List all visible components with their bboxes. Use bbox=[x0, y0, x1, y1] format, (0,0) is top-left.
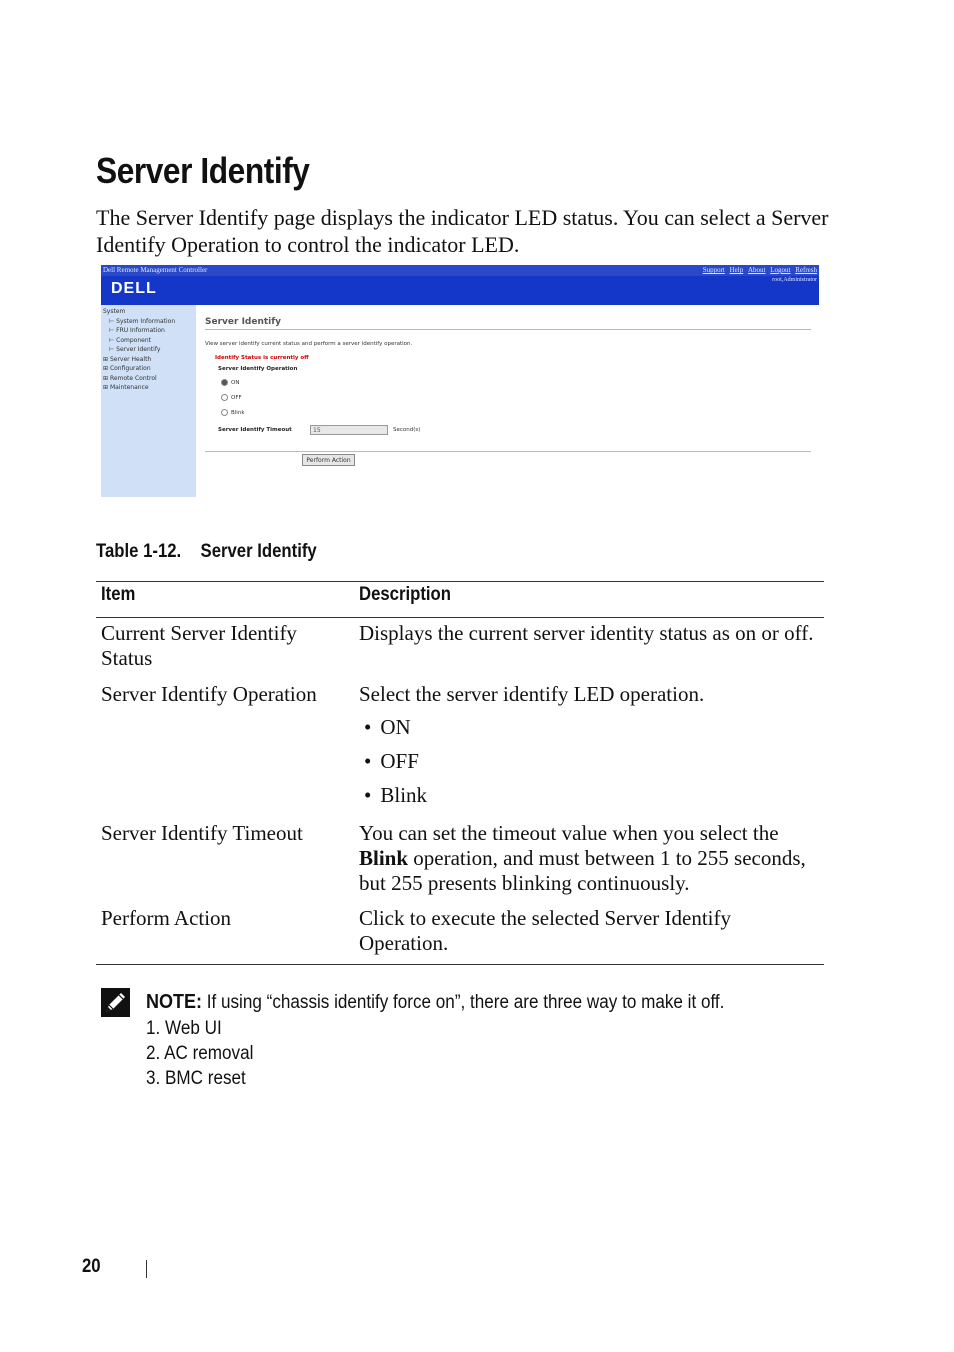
table-row-item: Current Server Identify Status bbox=[101, 621, 297, 670]
note-text: NOTE: If using “chassis identify force on”, there are three way to make it off. bbox=[146, 991, 725, 1013]
link-support[interactable]: Support bbox=[702, 266, 725, 274]
page-heading: Server Identify bbox=[96, 150, 310, 191]
table-row-description: Select the server identify LED operation. bbox=[359, 682, 705, 706]
footer-divider bbox=[146, 1260, 147, 1278]
tree-configuration[interactable]: ⊞ Configuration bbox=[103, 365, 151, 372]
link-help[interactable]: Help bbox=[729, 266, 744, 274]
timeout-unit: Second(s) bbox=[393, 427, 421, 433]
note-pencil-icon bbox=[101, 988, 130, 1017]
bullet-blink: • Blink bbox=[364, 783, 427, 808]
table-title: Server Identify bbox=[200, 541, 317, 562]
table-number: Table 1-12. bbox=[96, 541, 182, 562]
table-row-description: Displays the current server identity status as on or off. bbox=[359, 621, 814, 645]
dell-logo: DELL bbox=[111, 280, 157, 297]
list-item: 2. AC removal bbox=[146, 1043, 254, 1064]
table-row-description: Click to execute the selected Server Identify Operation. bbox=[359, 906, 732, 955]
list-item: 1. Web UI bbox=[146, 1018, 222, 1039]
tree-remote-control[interactable]: ⊞ Remote Control bbox=[103, 374, 157, 382]
radio-on-icon bbox=[221, 379, 228, 386]
identify-status: Identify Status is currently off bbox=[215, 355, 309, 361]
link-refresh[interactable]: Refresh bbox=[795, 266, 817, 274]
link-logout[interactable]: Logout bbox=[770, 266, 791, 274]
radio-off-icon bbox=[221, 394, 228, 401]
bullet-on: • ON bbox=[364, 715, 411, 740]
user-label: root,Administrator bbox=[772, 277, 817, 283]
radio-on[interactable]: ON bbox=[221, 379, 239, 386]
tree-system-information[interactable]: ⊢ System Information bbox=[109, 317, 176, 325]
tree-component[interactable]: ⊢ Component bbox=[109, 336, 151, 344]
table-caption bbox=[96, 541, 317, 563]
radio-blink[interactable]: Blink bbox=[221, 409, 245, 416]
page-number: 20 bbox=[82, 1256, 101, 1277]
table-row-item: Perform Action bbox=[101, 906, 232, 930]
list-item: 3. BMC reset bbox=[146, 1068, 246, 1089]
tree-system[interactable]: System bbox=[103, 308, 126, 315]
intro-paragraph: The Server Identify page displays the indicator LED status. You can select a Server Identify Operation to control the indicator LED. bbox=[96, 205, 829, 257]
radio-off[interactable]: OFF bbox=[221, 394, 242, 401]
column-header-item: Item bbox=[101, 584, 136, 605]
table-top-rule bbox=[96, 581, 824, 582]
column-header-description: Description bbox=[359, 584, 451, 605]
table-row-item: Server Identify Timeout bbox=[101, 821, 303, 845]
table-row-description: You can set the timeout value when you select the Blink operation, and must between 1 to 255 seconds, but 255 presents blinking continuously. bbox=[359, 821, 806, 895]
table-row-item: Server Identify Operation bbox=[101, 682, 317, 706]
tree-maintenance[interactable]: ⊞ Maintenance bbox=[103, 384, 149, 391]
divider bbox=[205, 329, 811, 330]
perform-action-button[interactable]: Perform Action bbox=[302, 454, 355, 466]
app-title: Dell Remote Management Controller bbox=[103, 266, 208, 274]
table-bottom-rule bbox=[96, 964, 824, 965]
timeout-label: Server Identify Timeout bbox=[218, 427, 292, 433]
tree-server-health[interactable]: ⊞ Server Health bbox=[103, 355, 152, 363]
tree-server-identify[interactable]: ⊢ Server Identify bbox=[109, 346, 161, 353]
timeout-input[interactable]: 15 bbox=[310, 425, 388, 435]
screenshot-description: View server identify current status and perform a server identify operation. bbox=[205, 341, 413, 347]
link-about[interactable]: About bbox=[747, 266, 766, 274]
divider bbox=[205, 451, 811, 452]
note-list bbox=[146, 1016, 253, 1091]
radio-blink-icon bbox=[221, 409, 228, 416]
bullet-off: • OFF bbox=[364, 749, 419, 774]
tree-fru-information[interactable]: ⊢ FRU Information bbox=[109, 327, 165, 334]
top-links bbox=[700, 266, 817, 274]
screenshot-page-title: Server Identify bbox=[205, 317, 282, 327]
nav-tree bbox=[103, 307, 175, 393]
header-rule bbox=[96, 617, 824, 618]
operation-label: Server Identify Operation bbox=[218, 366, 298, 372]
server-identify-screenshot bbox=[101, 265, 819, 497]
